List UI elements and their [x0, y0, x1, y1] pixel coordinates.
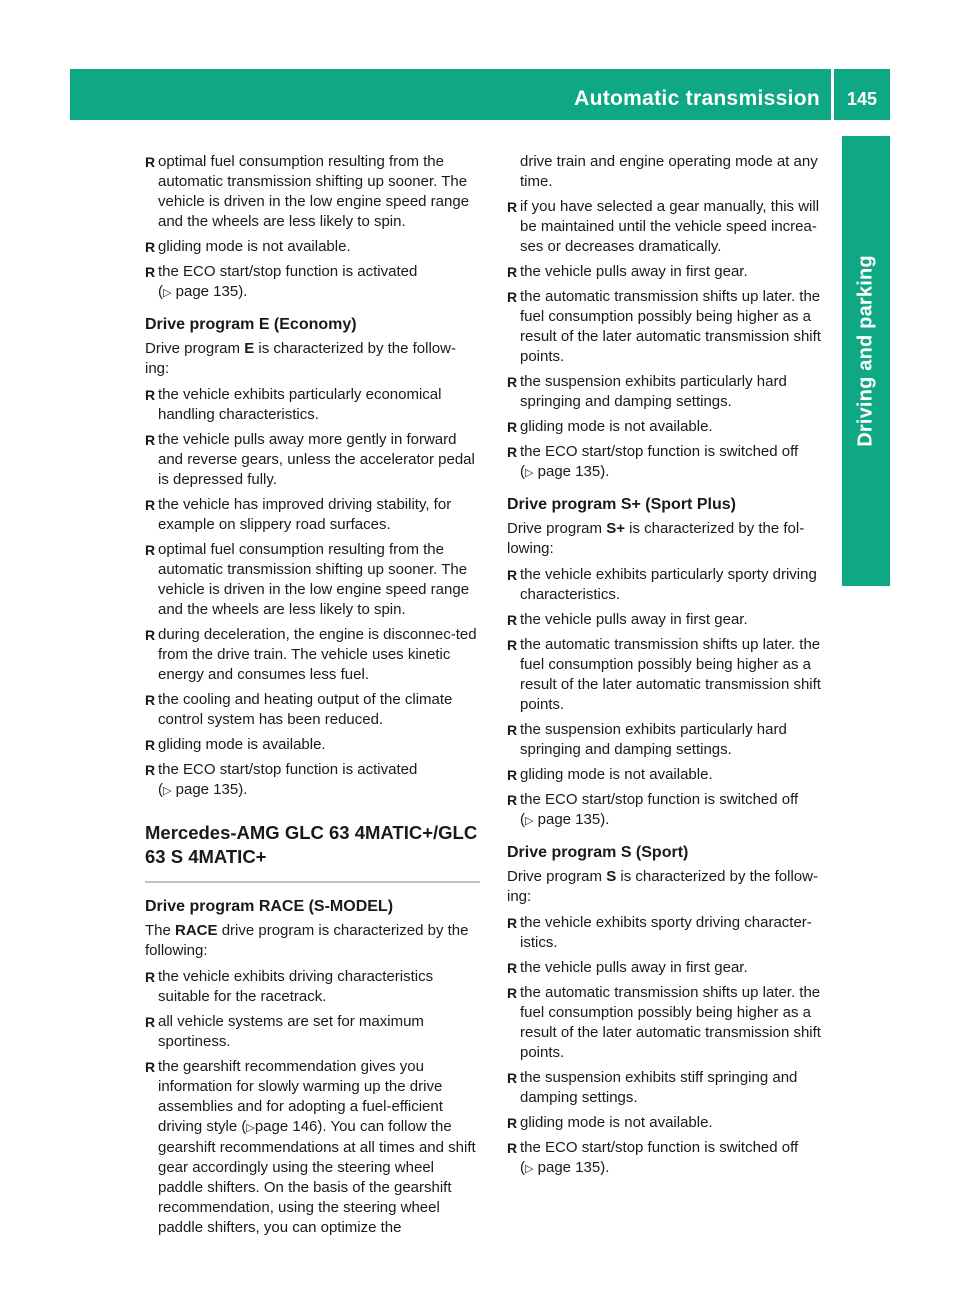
bullet-icon: R [507, 419, 518, 435]
list-item-text: the suspension exhibits particularly hard springing and damping settings. [520, 721, 787, 758]
list-item [145, 152, 480, 232]
bullet-icon: R [145, 762, 156, 778]
page-ref-link[interactable]: page 135). [175, 283, 248, 300]
bullet-icon: R [507, 199, 518, 215]
paren: ( [520, 811, 525, 828]
list-item [145, 430, 480, 490]
paren: ( [520, 463, 525, 480]
paren: ( [158, 781, 163, 798]
list-item [507, 1113, 835, 1133]
list-item [507, 610, 835, 630]
race-intro [145, 921, 480, 961]
list-item-text: gliding mode is not available. [158, 238, 351, 255]
sport-plus-list [507, 565, 835, 831]
sport-intro [507, 867, 835, 907]
list-item-text: the vehicle pulls away more gently in forward and reverse gears, unless the accelerator pedal is depressed fully. [158, 431, 475, 488]
page-ref-arrow-icon: ▷ [163, 287, 172, 299]
bullet-icon: R [507, 960, 518, 976]
bullet-icon: R [145, 239, 156, 255]
list-item-text: gliding mode is available. [158, 736, 326, 753]
list-item [507, 913, 835, 953]
section-heading-sport-plus: Drive program S+ (Sport Plus) [507, 496, 736, 513]
bullet-icon: R [507, 722, 518, 738]
list-item-text: gliding mode is not available. [520, 766, 713, 783]
bullet-icon: R [507, 985, 518, 1001]
list-item-text: the ECO start/stop function is switched off [520, 443, 799, 460]
bullet-icon: R [145, 1014, 156, 1030]
program-key: RACE [175, 922, 218, 939]
list-item-text: the vehicle has improved driving stability, for example on slippery road surfaces. [158, 496, 452, 533]
chapter-title: Automatic transmission [574, 87, 820, 110]
list-item [507, 790, 835, 831]
list-item [507, 372, 835, 412]
list-item [145, 735, 480, 755]
intro-text: is characterized by the fol-lowing: [507, 520, 805, 557]
continued-text: drive train and engine operating mode at any time. [520, 153, 818, 190]
bullet-icon: R [507, 767, 518, 783]
list-item-text: during deceleration, the engine is disconnec-ted from the drive train. The vehicle uses kinetic energy and consumes less fuel. [158, 626, 477, 683]
list-item-text: the suspension exhibits particularly hard springing and damping settings. [520, 373, 787, 410]
list-item [507, 565, 835, 605]
program-key: S [606, 868, 617, 885]
bullet-icon: R [145, 969, 156, 985]
list-item-text: the automatic transmission shifts up later. the fuel consumption possibly being higher as a result of the later automatic transmission shift points. [520, 984, 821, 1061]
list-item-text: optimal fuel consumption resulting from the automatic transmission shifting up sooner. The vehicle is driven in the low engine speed range and the wheels are less likely to spin. [158, 541, 470, 618]
section-divider [145, 881, 480, 883]
economy-list [145, 385, 480, 801]
page-ref-link[interactable]: page 135). [537, 811, 610, 828]
list-item [145, 625, 480, 685]
paren: ( [520, 1159, 525, 1176]
list-item-text: the vehicle pulls away in first gear. [520, 611, 748, 628]
page-ref-arrow-icon: ▷ [525, 467, 534, 479]
bullet-icon: R [145, 542, 156, 558]
sport-plus-intro [507, 519, 835, 559]
list-item [507, 958, 835, 978]
list-item-text: the automatic transmission shifts up later. the fuel consumption possibly being higher as a result of the later automatic transmission shift points. [520, 288, 821, 365]
right-column [507, 152, 835, 1184]
list-item-text: optimal fuel consumption resulting from the automatic transmission shifting up sooner. The vehicle is driven in the low engine speed range and the wheels are less likely to spin. [158, 153, 470, 230]
bullet-icon: R [507, 289, 518, 305]
section-marker [842, 538, 890, 586]
intro-text: Drive program [145, 340, 245, 357]
list-item [507, 635, 835, 715]
bullet-icon: R [507, 374, 518, 390]
list-item [507, 1068, 835, 1108]
bullet-icon: R [507, 1070, 518, 1086]
list-item [145, 1057, 480, 1238]
list-item-text: the vehicle exhibits sporty driving character-istics. [520, 914, 812, 951]
list-item [145, 1012, 480, 1052]
list-item-text: the ECO start/stop function is switched off [520, 1139, 799, 1156]
race-list-continued [507, 197, 835, 483]
intro-text: Drive program [507, 520, 607, 537]
list-item-text: the gearshift recommendation gives you information for slowly warming up the drive assemblies and for adopting a fuel-efficient driving style ( [158, 1058, 443, 1135]
section-tab-label: Driving and parking [854, 255, 877, 447]
bullet-icon: R [145, 737, 156, 753]
program-key: E [244, 340, 255, 357]
list-item-text: all vehicle systems are set for maximum sportiness. [158, 1013, 424, 1050]
bullet-icon: R [145, 264, 156, 280]
bullet-icon: R [145, 627, 156, 643]
intro-text: is characterized by the follow-ing: [145, 340, 456, 377]
intro-text: is characterized by the follow-ing: [507, 868, 818, 905]
bullet-icon: R [145, 432, 156, 448]
bullet-icon: R [145, 387, 156, 403]
bullet-icon: R [507, 637, 518, 653]
list-item-text: gliding mode is not available. [520, 1114, 713, 1131]
list-item-text: the vehicle pulls away in first gear. [520, 263, 748, 280]
list-item-text: the ECO start/stop function is activated [158, 761, 418, 778]
bullet-icon: R [145, 692, 156, 708]
list-item [507, 442, 835, 483]
page-ref-link[interactable]: page 135). [175, 781, 248, 798]
model-heading: Mercedes-AMG GLC 63 4MATIC+/GLC 63 S 4MATIC+ [145, 822, 478, 867]
race-list [145, 967, 480, 1238]
list-item-text: the ECO start/stop function is switched off [520, 791, 799, 808]
list-item-text: if you have selected a gear manually, this will be maintained until the vehicle speed increa-ses or decreases dramatically. [520, 198, 820, 255]
page-header [70, 69, 890, 120]
page-ref-arrow-icon: ▷ [525, 1163, 534, 1175]
bullet-icon: R [507, 444, 518, 460]
list-item [507, 197, 835, 257]
list-item [507, 262, 835, 282]
left-column [145, 152, 480, 1243]
bullet-icon: R [507, 1140, 518, 1156]
page-ref-link[interactable]: page 146 [254, 1118, 318, 1135]
list-item [145, 967, 480, 1007]
paren: ( [158, 283, 163, 300]
bullet-icon: R [507, 792, 518, 808]
list-item [145, 262, 480, 303]
list-item [145, 385, 480, 425]
page-ref-arrow-icon: ▷ [525, 815, 534, 827]
list-item-text: the vehicle exhibits driving characteristics suitable for the racetrack. [158, 968, 434, 1005]
economy-intro [145, 339, 480, 379]
bullet-icon: R [145, 154, 156, 170]
list-item [507, 287, 835, 367]
list-item [145, 690, 480, 730]
bullet-icon: R [507, 264, 518, 280]
page-ref-arrow-icon: ▷ [246, 1122, 255, 1134]
list-item-text: gliding mode is not available. [520, 418, 713, 435]
list-item-text: the vehicle pulls away in first gear. [520, 959, 748, 976]
page-ref-link[interactable]: page 135). [537, 1159, 610, 1176]
bullet-icon: R [507, 915, 518, 931]
bullet-icon: R [507, 567, 518, 583]
list-item [507, 1138, 835, 1179]
list-item-text: the suspension exhibits stiff springing and damping settings. [520, 1069, 798, 1106]
section-heading-sport: Drive program S (Sport) [507, 844, 689, 861]
list-item [507, 983, 835, 1063]
list-item-text: the cooling and heating output of the climate control system has been reduced. [158, 691, 453, 728]
list-item [507, 417, 835, 437]
list-item-text: ). You can follow the gearshift recommendations at all times and shift gear accordingly using the steering wheel paddle shifters. On the basis of the gearshift recommendation, using the steering wheel paddle shifters, you can optimize the [158, 1118, 476, 1236]
list-item [145, 540, 480, 620]
list-item-text: the automatic transmission shifts up later. the fuel consumption possibly being higher as a result of the later automatic transmission shift points. [520, 636, 821, 713]
list-item-text: the ECO start/stop function is activated [158, 263, 418, 280]
intro-list [145, 152, 480, 303]
sport-list [507, 913, 835, 1179]
page-ref-arrow-icon: ▷ [163, 785, 172, 797]
list-item [145, 760, 480, 801]
list-item [145, 495, 480, 535]
bullet-icon: R [145, 1059, 156, 1075]
intro-text: drive program is characterized by the following: [145, 922, 469, 959]
bullet-icon: R [507, 1115, 518, 1131]
section-heading-race: Drive program RACE (S-MODEL) [145, 898, 394, 915]
list-item [507, 720, 835, 760]
section-side-tab [842, 136, 890, 576]
page-ref-link[interactable]: page 135). [537, 463, 610, 480]
list-item-text: the vehicle exhibits particularly sporty driving characteristics. [520, 566, 817, 603]
list-item [507, 765, 835, 785]
list-item-text: the vehicle exhibits particularly economical handling characteristics. [158, 386, 442, 423]
section-heading-economy: Drive program E (Economy) [145, 316, 357, 333]
program-key: S+ [606, 520, 625, 537]
intro-text: The [145, 922, 176, 939]
list-item [145, 237, 480, 257]
bullet-icon: R [145, 497, 156, 513]
bullet-icon: R [507, 612, 518, 628]
page-number: 145 [846, 89, 878, 109]
intro-text: Drive program [507, 868, 607, 885]
